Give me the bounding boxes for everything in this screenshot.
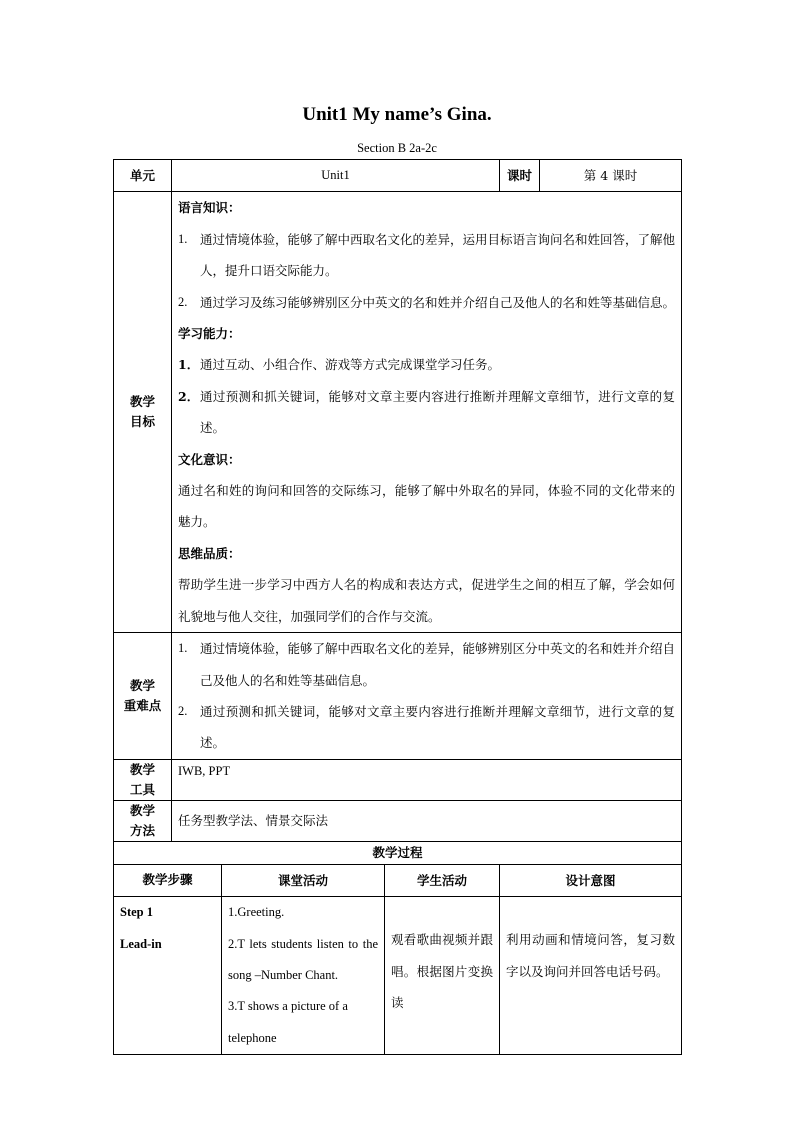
column-header: 学生活动 [385,864,500,896]
process-columns-row [114,864,682,896]
ability-heading: 学习能力： [178,326,241,342]
thinking-heading: 思维品质： [178,545,241,561]
key-points-label: 教学 重难点 [114,633,172,760]
period-label: 课时 [500,160,540,192]
step1-row [114,897,682,1055]
tools-label: 教学 工具 [114,759,172,800]
language-heading: 语言知识： [178,200,241,216]
objectives-content [172,192,682,633]
step1-activities [222,897,385,1055]
process-heading-row [114,841,682,864]
key-points-content [172,633,682,760]
objectives-label: 教学 目标 [114,192,172,633]
activity-item: 1.Greeting. [228,905,285,920]
process-heading: 教学过程 [114,841,682,864]
step1-student-activity: 观看歌曲视频并跟唱。根据图片变换读 [385,897,500,1055]
list-item: 2. 通过学习及练习能够辨别区分中英文的名和姓并介绍自己及他人的名和姓等基础信息。 [178,294,676,310]
period-value: 第 4 课时 [540,160,682,192]
activity-item: 3.T shows a picture of a telephone [228,999,348,1045]
list-item: 2. 通过预测和抓关键词，能够对文章主要内容进行推断并理解文章细节，进行文章的复述。 [178,703,675,751]
methods-label: 教学 方法 [114,800,172,841]
list-item: 1． 通过互动、小组合作、游戏等方式完成课堂学习任务。 [178,357,501,373]
objectives-row [114,192,682,633]
tools-value: IWB, PPT [172,759,682,800]
document-title: Unit1 My name’s Gina. [302,104,492,125]
activity-item: 2.T lets students listen to the song –Number Chant. [228,936,378,982]
tools-row [114,759,682,800]
methods-row [114,800,682,841]
column-header: 教学步骤 [114,864,222,896]
header-row [114,160,682,192]
key-points-row [114,633,682,760]
methods-value: 任务型教学法、情景交际法 [172,800,682,841]
list-item: 1. 通过情境体验，能够了解中西取名文化的差异，运用目标语言询问名和姓回答，了解他人，提升口语交际能力。 [178,231,676,279]
step1-design-intent: 利用动画和情境问答，复习数字以及询问并回答电话号码。 [500,897,682,1055]
unit-label: 单元 [114,160,172,192]
column-header: 设计意图 [500,864,682,896]
document-subtitle: Section B 2a-2c [357,141,437,155]
culture-heading: 文化意识： [178,451,241,467]
step1-name: Step 1 Lead-in [114,897,222,1055]
culture-text: 通过名和姓的询问和回答的交际练习，能够了解中外取名的异同，体验不同的文化带来的魅力。 [178,483,675,530]
column-header: 课堂活动 [222,864,385,896]
list-item: 1. 通过情境体验，能够了解中西取名文化的差异，能够辨别区分中英文的名和姓并介绍自己及他人的名和姓等基础信息。 [178,641,676,688]
unit-value: Unit1 [172,160,500,192]
list-item: 2． 通过预测和抓关键词，能够对文章主要内容进行推断并理解文章细节，进行文章的复述。 [178,388,675,436]
lesson-plan-table [113,159,682,1055]
thinking-text: 帮助学生进一步学习中西方人名的构成和表达方式，促进学生之间的相互了解，学会如何礼貌地与他人交往，加强同学们的合作与交流。 [178,577,675,624]
